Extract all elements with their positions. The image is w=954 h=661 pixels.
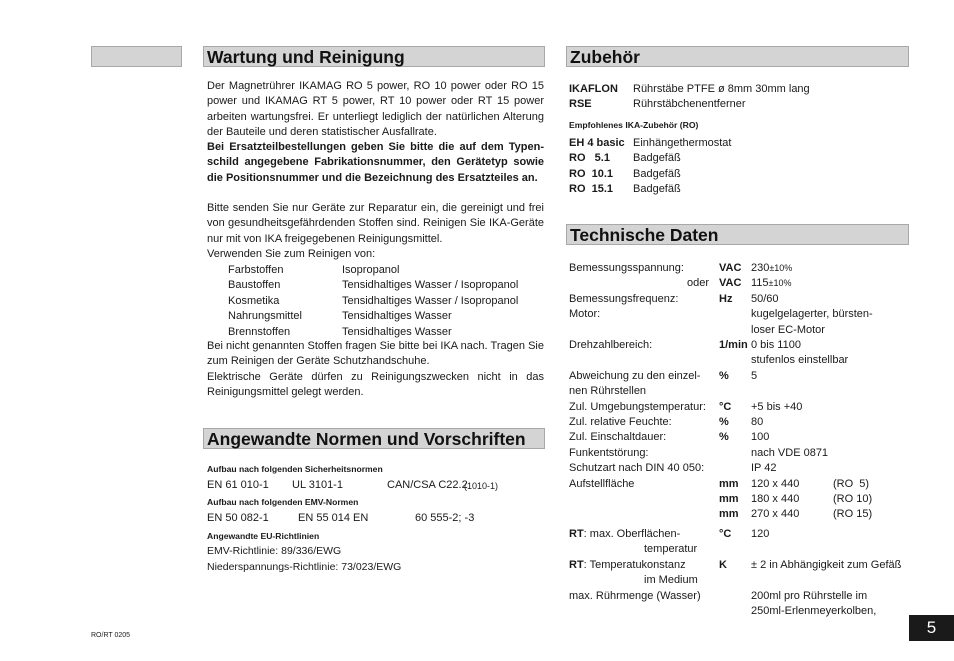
emv-norm: 60 555-2; -3 [415,512,475,524]
spec-model: (RO 15) [833,508,873,521]
spec-value: stufenlos einstellbar [751,354,849,367]
spec-table [569,261,909,621]
safety-norms-row [207,478,544,494]
emv-norm: EN 50 082-1 [207,512,269,524]
recommended-accessories-title: Empfohlenes IKA-Zubehör (RO) [569,120,699,130]
spec-unit: Hz [719,292,733,305]
spec-label: max. Rührmenge (Wasser) [569,589,701,602]
recommended-desc: Badgefäß [633,167,681,180]
accessory-desc: Rührstäbchenentferner [633,98,746,110]
spec-label: oder [687,277,710,290]
recommended-code: RO 5.1 [569,152,610,165]
paragraph-spare-parts: Bei Ersatzteilbestellungen geben Sie bitte die auf dem Typen-schild angegebene Fabrikationsnummer, den Gerätetyp sowie die Positionsnummer und die Bezeichnung des Ersatzteiles an. [207,141,544,184]
recommended-desc: Badgefäß [633,152,681,165]
safety-norms-title: Aufbau nach folgenden Sicherheitsnormen [207,464,383,474]
recommended-list [569,136,909,200]
spec-value: 115±10% [751,277,792,290]
emv-norms-title: Aufbau nach folgenden EMV-Normen [207,497,359,507]
page-number: 5 [909,615,954,641]
recommended-code: EH 4 basic [569,137,625,149]
cleaning-agent: Tensidhaltiges Wasser / Isopropanol [342,294,519,307]
spec-label: RT: Temperatukonstanz [569,558,686,571]
safety-norm-suffix: (1010-1) [464,481,499,491]
spec-unit: 1/min [719,339,748,351]
spec-label: nen Rührstellen [569,385,647,398]
recommended-code: RO 10.1 [569,167,614,180]
recommended-code: RO 15.1 [569,183,614,196]
emv-norms-row [207,511,544,527]
spec-tolerance: ±10% [768,278,792,289]
accessory-list [569,82,909,114]
footer-code: RO/RT 0205 [91,632,131,639]
section-heading-wartung: Wartung und Reinigung [203,46,545,67]
spec-model: (RO 10) [833,493,873,505]
safety-norm: EN 61 010-1 [207,479,269,491]
spec-value: 100 [751,431,770,444]
spec-value: 120 [751,528,770,540]
recommended-desc: Badgefäß [633,183,681,196]
paragraph-repair: Bitte senden Sie nur Geräte zur Reparatur ein, die gereinigt und frei von gesundheitsgefährdenden Stoffen sind. Reinigen Sie IKA-Geräte nur mit von IKA freigegebenen Reinigungsmittel. [207,202,544,245]
spec-value: loser EC-Motor [751,323,825,336]
spec-value: 0 bis 1100 [751,339,801,351]
spec-unit: % [719,369,729,382]
spec-label: Motor: [569,308,601,321]
spec-label: Bemessungsfrequenz: [569,292,679,305]
spec-label: Bemessungsspannung: [569,262,684,274]
spec-label: RT: max. Oberflächen- [569,528,681,540]
spec-label: im Medium [644,574,698,587]
spec-label: Funkentstörung: [569,446,649,459]
cleaning-agent: Isopropanol [342,264,400,276]
spec-unit: °C [719,400,732,413]
eu-directive-low-voltage: Niederspannungs-Richtlinie: 73/023/EWG [207,561,402,573]
spec-unit: °C [719,528,732,540]
spec-unit: mm [719,493,739,505]
cleaning-item: Baustoffen [228,279,281,292]
accessory-desc: Rührstäbe PTFE ø 8mm 30mm lang [633,83,810,95]
spec-unit: VAC [719,277,742,290]
cleaning-table [228,263,548,341]
spec-value: 270 x 440 [751,508,800,521]
spec-label: Zul. relative Feuchte: [569,416,672,428]
spec-label: Zul. Einschaltdauer: [569,431,667,444]
margin-grey-bar [91,46,182,67]
cleaning-agent: Tensidhaltiges Wasser / Isopropanol [342,279,519,292]
section-heading-technische-daten: Technische Daten [566,224,909,245]
spec-value: 250ml-Erlenmeyerkolben, [751,605,877,617]
emv-norm: EN 55 014 EN [298,512,369,524]
recommended-desc: Einhängethermostat [633,137,732,149]
cleaning-agent: Tensidhaltiges Wasser [342,325,452,338]
spec-unit: K [719,558,727,571]
spec-value: nach VDE 0871 [751,446,829,459]
spec-unit: % [719,416,729,428]
spec-value: 230±10% [751,262,793,274]
accessory-code: IKAFLON [569,83,618,95]
spec-value: 5 [751,369,758,382]
spec-model: (RO 5) [833,477,870,490]
cleaning-item: Brennstoffen [228,325,291,338]
safety-norm: CAN/CSA C22.2 [387,479,468,491]
accessory-code: RSE [569,98,592,110]
paragraph-cleaning-intro: Verwenden Sie zum Reinigen von: [207,248,376,260]
spec-value: IP 42 [751,462,777,475]
spec-label: temperatur [644,543,698,556]
eu-directive-emv: EMV-Richtlinie: 89/336/EWG [207,545,342,557]
cleaning-item: Nahrungsmittel [228,310,302,323]
cleaning-agent: Tensidhaltiges Wasser [342,310,452,323]
safety-norm: UL 3101-1 [292,479,343,491]
eu-directives-title: Angewandte EU-Richtlinien [207,531,320,541]
spec-unit: mm [719,477,739,490]
spec-value: 200ml pro Rührstelle im [751,589,868,602]
paragraph-maintenance: Der Magnetrührer IKAMAG RO 5 power, RO 10 power oder RO 15 power und IKAMAG RT 5 power, RT 10 power oder RT 15 power arbeiten wartungsfrei. Er unterliegt lediglich der natürlichen Alterung der Bauteile und deren statistischer Ausfallrate. [207,80,544,139]
spec-unit: % [719,431,729,444]
spec-label: Aufstellfläche [569,477,635,490]
section-heading-normen: Angewandte Normen und Vorschriften [203,428,545,449]
cleaning-item: Farbstoffen [228,264,284,276]
spec-value: 180 x 440 [751,493,800,505]
paragraph-electrical: Elektrische Geräte dürfen zu Reinigungszwecken nicht in das Reinigungsmittel gelegt werden. [207,371,544,399]
section-heading-zubehoer: Zubehör [566,46,909,67]
spec-unit: VAC [719,262,742,274]
spec-value: 80 [751,416,764,428]
spec-tolerance: ±10% [769,263,793,273]
spec-label: Drehzahlbereich: [569,339,653,351]
spec-value: 120 x 440 [751,477,800,490]
paragraph-unknown-substances: Bei nicht genannten Stoffen fragen Sie bitte bei IKA nach. Tragen Sie zum Reinigen der Geräte Schutzhandschuhe. [207,340,544,368]
cleaning-item: Kosmetika [228,294,280,307]
spec-label: Schutzart nach DIN 40 050: [569,462,705,475]
spec-value: 50/60 [751,292,779,305]
spec-value: ± 2 in Abhängigkeit zum Gefäß [751,558,902,571]
spec-value: +5 bis +40 [751,400,803,413]
spec-value: kugelgelagerter, bürsten- [751,308,873,321]
spec-unit: mm [719,508,739,521]
spec-label: Zul. Umgebungstemperatur: [569,400,706,413]
spec-label: Abweichung zu den einzel- [569,369,701,382]
